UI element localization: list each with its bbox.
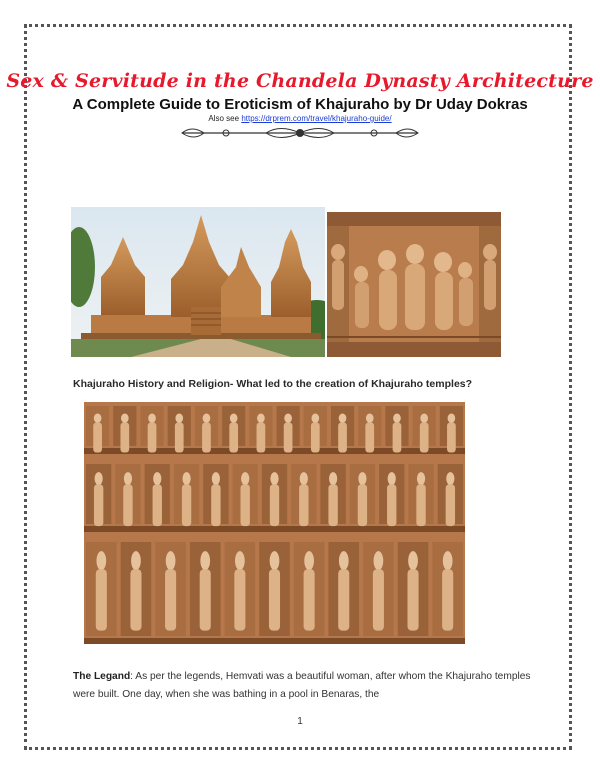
section-heading: Khajuraho History and Religion- What led to the creation of Khajuraho temples? <box>73 378 473 390</box>
legend-paragraph <box>73 668 543 704</box>
document-title: Sex & Servitude in the Chandela Dynasty Architecture <box>6 70 594 92</box>
also-see-link[interactable]: https://drprem.com/travel/khajuraho-guide/ <box>241 114 392 123</box>
erotic-carving-photo <box>327 212 501 357</box>
paragraph-text: : As per the legends, Hemvati was a beautiful woman, after whom the Khajuraho temples were built. One day, when she was bathing in a pool in Benaras, the <box>73 671 531 700</box>
page-number: 1 <box>297 716 303 727</box>
paragraph-lead: The Legand <box>73 671 131 682</box>
also-see-label: Also see <box>208 114 240 123</box>
document-subtitle: A Complete Guide to Eroticism of Khajuraho by Dr Uday Dokras <box>72 96 528 113</box>
temple-complex-photo <box>71 207 325 357</box>
also-see-line <box>0 114 600 123</box>
ornament-divider-icon <box>176 124 424 142</box>
sculpted-frieze-photo <box>84 402 465 644</box>
